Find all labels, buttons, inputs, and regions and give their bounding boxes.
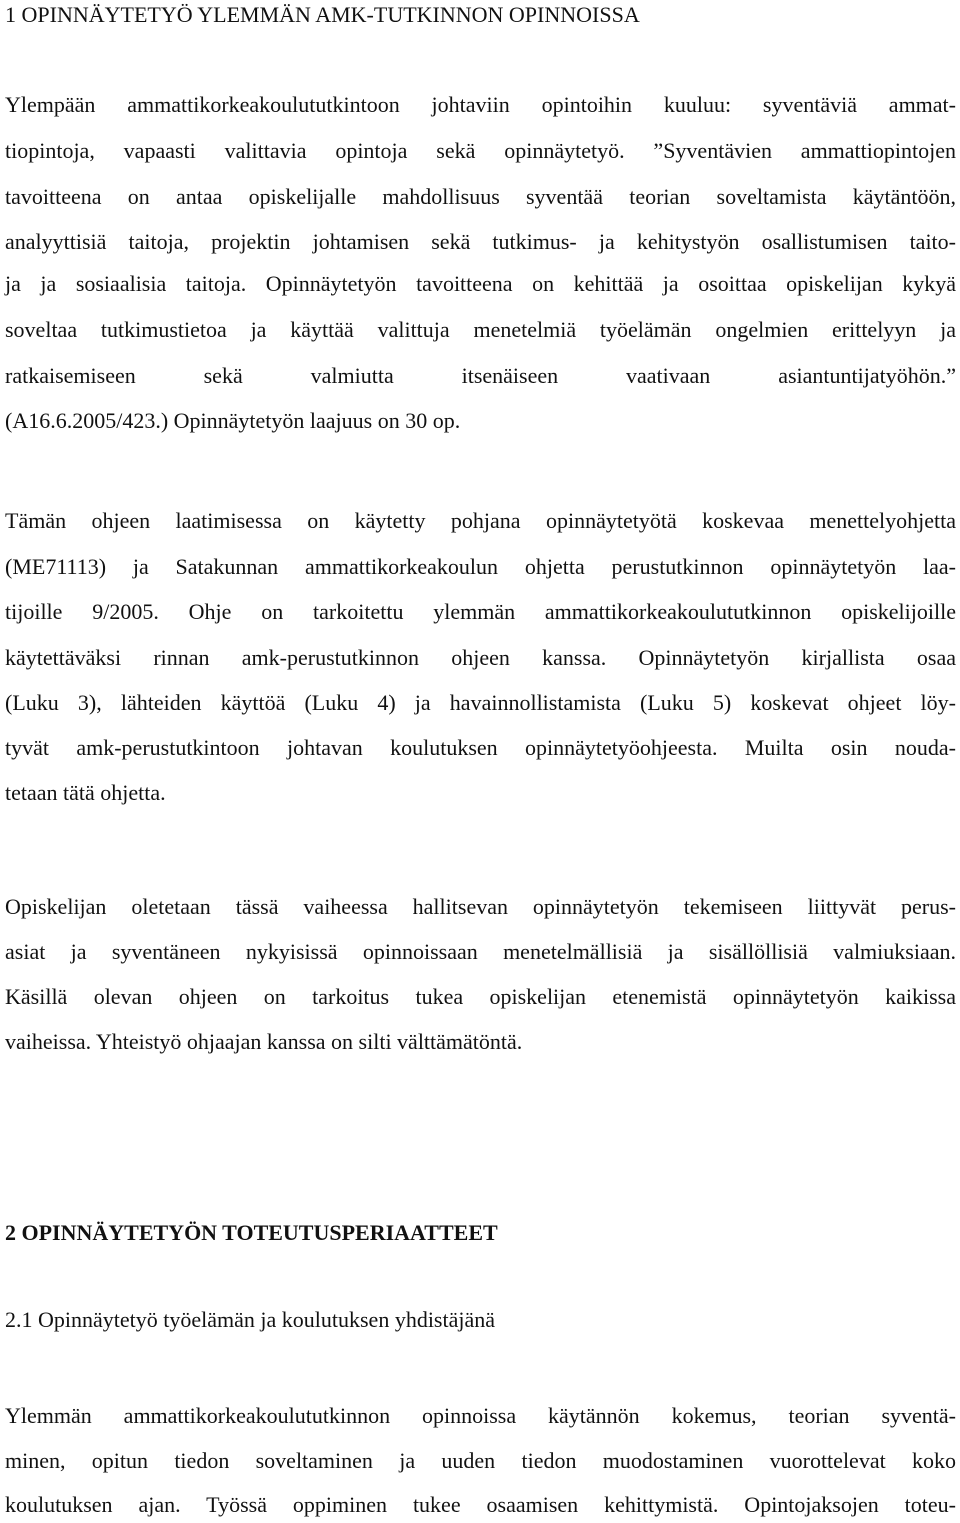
paragraph-2-line: käytettäväksi rinnan amk-perustutkinnon ohjeen kanssa. Opinnäytetyön kirjallista osaa	[5, 645, 956, 670]
paragraph-3-line: Opiskelijan oletetaan tässä vaiheessa hallitsevan opinnäytetyön tekemiseen liittyvät perus-	[5, 894, 956, 919]
paragraph-2-line: tetaan tätä ohjetta.	[5, 780, 166, 805]
paragraph-2-line: tyvät amk-perustutkintoon johtavan koulutuksen opinnäytetyöohjeesta. Muilta osin nouda-	[5, 735, 956, 760]
paragraph-2-line: (ME71113) ja Satakunnan ammattikorkeakoulun ohjetta perustutkinnon opinnäytetyön laa-	[5, 554, 956, 579]
paragraph-1-line: ratkaisemiseen sekä valmiutta itsenäiseen vaativaan asiantuntijatyöhön.”	[5, 363, 956, 388]
paragraph-3-line: Käsillä olevan ohjeen on tarkoitus tukea opiskelijan etenemistä opinnäytetyön kaikissa	[5, 984, 956, 1009]
paragraph-4-line: minen, opitun tiedon soveltaminen ja uuden tiedon muodostaminen vuorottelevat koko	[5, 1448, 956, 1473]
paragraph-2-line: (Luku 3), lähteiden käyttöä (Luku 4) ja havainnollistamista (Luku 5) koskevat ohjeet löy-	[5, 690, 956, 715]
paragraph-1-line: ja ja sosiaalisia taitoja. Opinnäytetyön tavoitteena on kehittää ja osoittaa opiskelijan kykyä	[5, 271, 956, 296]
paragraph-2-line: Tämän ohjeen laatimisessa on käytetty pohjana opinnäytetyötä koskevaa menettelyohjetta	[5, 508, 956, 533]
paragraph-1-line: analyyttisiä taitoja, projektin johtamisen sekä tutkimus- ja kehitystyön osallistumisen taito-	[5, 229, 956, 254]
paragraph-1-line: soveltaa tutkimustietoa ja käyttää valittuja menetelmiä työelämän ongelmien erittelyyn ja	[5, 317, 956, 342]
paragraph-3-line: asiat ja syventäneen nykyisissä opinnoissaan menetelmällisiä ja sisällöllisiä valmiuksiaan.	[5, 939, 956, 964]
paragraph-4-line: koulutuksen ajan. Työssä oppiminen tukee osaamisen kehittymistä. Opintojaksojen toteu-	[5, 1492, 956, 1517]
paragraph-2-line: tijoille 9/2005. Ohje on tarkoitettu ylemmän ammattikorkeakoulututkinnon opiskelijoille	[5, 599, 956, 624]
heading-section-2-1: 2.1 Opinnäytetyö työelämän ja koulutuksen yhdistäjänä	[5, 1307, 496, 1332]
heading-chapter-2: 2 OPINNÄYTETYÖN TOTEUTUSPERIAATTEET	[5, 1220, 498, 1245]
heading-chapter-1: 1 OPINNÄYTETYÖ YLEMMÄN AMK-TUTKINNON OPINNOISSA	[5, 2, 640, 27]
paragraph-3-line: vaiheissa. Yhteistyö ohjaajan kanssa on silti välttämätöntä.	[5, 1029, 523, 1054]
paragraph-1-line: Ylempään ammattikorkeakoulututkintoon johtaviin opintoihin kuuluu: syventäviä ammat-	[5, 92, 956, 117]
paragraph-1-line: tiopintoja, vapaasti valittavia opintoja sekä opinnäytetyö. ”Syventävien ammattiopintojen	[5, 138, 956, 163]
paragraph-1-line: (A16.6.2005/423.) Opinnäytetyön laajuus on 30 op.	[5, 408, 461, 433]
paragraph-1-line: tavoitteena on antaa opiskelijalle mahdollisuus syventää teorian soveltamista käytäntöön,	[5, 184, 956, 209]
paragraph-4-line: Ylemmän ammattikorkeakoulututkinnon opinnoissa käytännön kokemus, teorian syventä-	[5, 1403, 956, 1428]
